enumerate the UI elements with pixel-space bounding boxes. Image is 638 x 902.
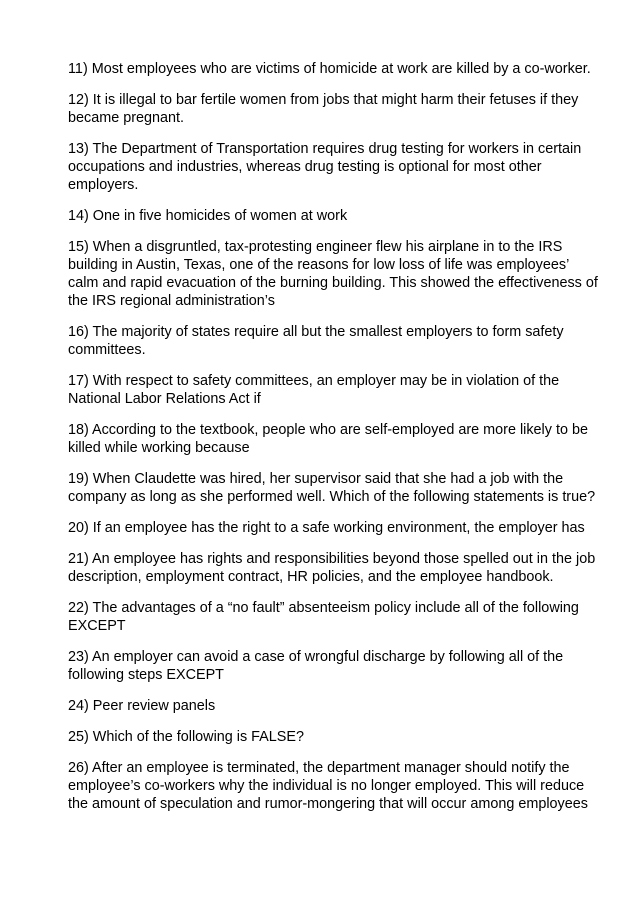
question-19: 19) When Claudette was hired, her supervisor said that she had a job with the company as long as she performed well. Which of the following statements is true? [68, 471, 596, 505]
question-26: 26) After an employee is terminated, the department manager should notify the employee’s co-workers why the individual is no longer employed. This will reduce the amount of speculation and rumor-mongering that will occur among employees [68, 760, 588, 812]
question-15: 15) When a disgruntled, tax-protesting engineer flew his airplane in to the IRS building in Austin, Texas, one of the reasons for low loss of life was employees’ calm and rapid evacuation of the burning building. This showed the effectiveness of the IRS regional administration’s [68, 239, 598, 309]
question-list [68, 60, 598, 826]
question-13: 13) The Department of Transportation requires drug testing for workers in certain occupations and industries, whereas drug testing is optional for most other employers. [68, 141, 582, 193]
question-24: 24) Peer review panels [68, 698, 216, 714]
question-21: 21) An employee has rights and responsibilities beyond those spelled out in the job description, employment contract, HR policies, and the employee handbook. [68, 551, 596, 585]
question-20: 20) If an employee has the right to a safe working environment, the employer has [68, 520, 585, 536]
question-18: 18) According to the textbook, people who are self-employed are more likely to be killed while working because [68, 422, 588, 456]
question-16: 16) The majority of states require all but the smallest employers to form safety committees. [68, 324, 564, 358]
question-25: 25) Which of the following is FALSE? [68, 729, 304, 745]
question-17: 17) With respect to safety committees, an employer may be in violation of the National Labor Relations Act if [68, 373, 560, 407]
question-23: 23) An employer can avoid a case of wrongful discharge by following all of the following steps EXCEPT [68, 649, 564, 683]
question-14: 14) One in five homicides of women at work [68, 208, 348, 224]
question-22: 22) The advantages of a “no fault” absenteeism policy include all of the following EXCEPT [68, 600, 579, 634]
question-12: 12) It is illegal to bar fertile women from jobs that might harm their fetuses if they became pregnant. [68, 92, 579, 126]
question-11: 11) Most employees who are victims of homicide at work are killed by a co-worker. [68, 61, 591, 77]
